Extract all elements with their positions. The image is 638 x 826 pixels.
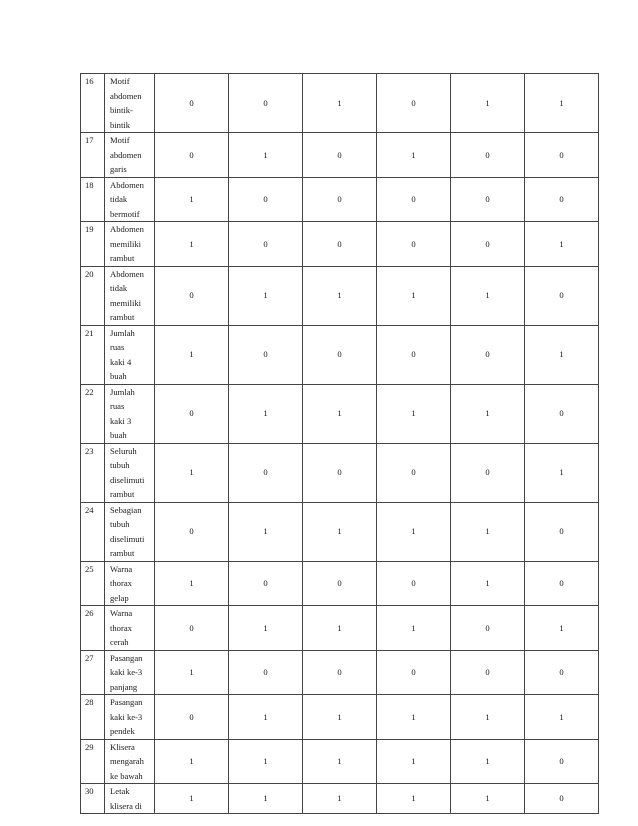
value-cell: 0 bbox=[377, 650, 451, 695]
character-label: Motif abdomen bintik- bintik bbox=[105, 74, 155, 133]
value-cell: 0 bbox=[229, 561, 303, 606]
value-cell: 1 bbox=[155, 443, 229, 502]
table-row bbox=[81, 325, 599, 384]
value-cell: 1 bbox=[451, 74, 525, 133]
value-cell: 0 bbox=[525, 384, 599, 443]
table-row bbox=[81, 266, 599, 325]
value-cell: 0 bbox=[451, 325, 525, 384]
table-row bbox=[81, 606, 599, 651]
character-label: Abdomen memiliki rambut bbox=[105, 222, 155, 267]
value-cell: 0 bbox=[451, 177, 525, 222]
value-cell: 0 bbox=[451, 133, 525, 178]
value-cell: 0 bbox=[229, 222, 303, 267]
value-cell: 1 bbox=[303, 784, 377, 814]
value-cell: 1 bbox=[303, 695, 377, 740]
value-cell: 0 bbox=[303, 133, 377, 178]
value-cell: 0 bbox=[525, 650, 599, 695]
value-cell: 0 bbox=[451, 443, 525, 502]
value-cell: 1 bbox=[451, 739, 525, 784]
value-cell: 0 bbox=[155, 266, 229, 325]
table-row bbox=[81, 739, 599, 784]
value-cell: 0 bbox=[229, 650, 303, 695]
character-label: Pasangan kaki ke-3 panjang bbox=[105, 650, 155, 695]
value-cell: 1 bbox=[229, 784, 303, 814]
character-label: Pasangan kaki ke-3 pendek bbox=[105, 695, 155, 740]
value-cell: 0 bbox=[377, 325, 451, 384]
value-cell: 0 bbox=[451, 650, 525, 695]
value-cell: 1 bbox=[229, 384, 303, 443]
value-cell: 1 bbox=[451, 266, 525, 325]
value-cell: 0 bbox=[155, 133, 229, 178]
value-cell: 1 bbox=[155, 561, 229, 606]
character-matrix-table bbox=[80, 73, 599, 814]
character-label: Klisera mengarah ke bawah bbox=[105, 739, 155, 784]
value-cell: 1 bbox=[525, 325, 599, 384]
value-cell: 1 bbox=[155, 784, 229, 814]
value-cell: 0 bbox=[525, 502, 599, 561]
table-row bbox=[81, 561, 599, 606]
value-cell: 0 bbox=[377, 222, 451, 267]
value-cell: 1 bbox=[377, 502, 451, 561]
value-cell: 1 bbox=[451, 502, 525, 561]
value-cell: 0 bbox=[451, 606, 525, 651]
value-cell: 1 bbox=[377, 133, 451, 178]
value-cell: 1 bbox=[155, 177, 229, 222]
table-row bbox=[81, 784, 599, 814]
value-cell: 1 bbox=[377, 384, 451, 443]
value-cell: 1 bbox=[377, 695, 451, 740]
row-number: 19 bbox=[81, 222, 105, 267]
character-label: Abdomen tidak bermotif bbox=[105, 177, 155, 222]
value-cell: 1 bbox=[155, 650, 229, 695]
value-cell: 1 bbox=[525, 222, 599, 267]
value-cell: 0 bbox=[525, 561, 599, 606]
value-cell: 0 bbox=[229, 177, 303, 222]
value-cell: 1 bbox=[303, 384, 377, 443]
value-cell: 1 bbox=[377, 266, 451, 325]
value-cell: 0 bbox=[229, 443, 303, 502]
value-cell: 0 bbox=[377, 74, 451, 133]
row-number: 30 bbox=[81, 784, 105, 814]
character-label: Abdomen tidak memiliki rambut bbox=[105, 266, 155, 325]
row-number: 22 bbox=[81, 384, 105, 443]
value-cell: 1 bbox=[229, 502, 303, 561]
value-cell: 1 bbox=[377, 606, 451, 651]
value-cell: 1 bbox=[451, 561, 525, 606]
value-cell: 1 bbox=[155, 222, 229, 267]
value-cell: 1 bbox=[155, 739, 229, 784]
table-row bbox=[81, 133, 599, 178]
table-row bbox=[81, 443, 599, 502]
value-cell: 0 bbox=[229, 325, 303, 384]
value-cell: 1 bbox=[229, 606, 303, 651]
value-cell: 1 bbox=[525, 74, 599, 133]
table-row bbox=[81, 222, 599, 267]
row-number: 25 bbox=[81, 561, 105, 606]
row-number: 27 bbox=[81, 650, 105, 695]
value-cell: 1 bbox=[377, 784, 451, 814]
value-cell: 0 bbox=[525, 133, 599, 178]
character-label: Sebagian tubuh diselimuti rambut bbox=[105, 502, 155, 561]
row-number: 28 bbox=[81, 695, 105, 740]
character-label: Letak klisera di bbox=[105, 784, 155, 814]
row-number: 16 bbox=[81, 74, 105, 133]
value-cell: 0 bbox=[303, 325, 377, 384]
value-cell: 0 bbox=[155, 502, 229, 561]
value-cell: 0 bbox=[303, 561, 377, 606]
value-cell: 1 bbox=[303, 739, 377, 784]
value-cell: 1 bbox=[451, 784, 525, 814]
value-cell: 0 bbox=[229, 74, 303, 133]
value-cell: 1 bbox=[229, 133, 303, 178]
value-cell: 0 bbox=[155, 384, 229, 443]
table-body bbox=[81, 74, 599, 814]
value-cell: 1 bbox=[525, 695, 599, 740]
character-label: Motif abdomen garis bbox=[105, 133, 155, 178]
table-row bbox=[81, 502, 599, 561]
value-cell: 1 bbox=[155, 325, 229, 384]
value-cell: 1 bbox=[525, 443, 599, 502]
value-cell: 1 bbox=[525, 606, 599, 651]
value-cell: 1 bbox=[229, 695, 303, 740]
table-row bbox=[81, 384, 599, 443]
value-cell: 1 bbox=[229, 266, 303, 325]
character-label: Jumlah ruas kaki 3 buah bbox=[105, 384, 155, 443]
value-cell: 0 bbox=[303, 443, 377, 502]
value-cell: 0 bbox=[525, 266, 599, 325]
value-cell: 0 bbox=[303, 650, 377, 695]
character-label: Warna thorax cerah bbox=[105, 606, 155, 651]
value-cell: 0 bbox=[303, 222, 377, 267]
value-cell: 0 bbox=[377, 561, 451, 606]
value-cell: 1 bbox=[303, 266, 377, 325]
value-cell: 1 bbox=[377, 739, 451, 784]
table-row bbox=[81, 74, 599, 133]
value-cell: 1 bbox=[451, 384, 525, 443]
value-cell: 0 bbox=[525, 177, 599, 222]
character-label: Warna thorax gelap bbox=[105, 561, 155, 606]
character-label: Seluruh tubuh diselimuti rambut bbox=[105, 443, 155, 502]
value-cell: 1 bbox=[229, 739, 303, 784]
row-number: 23 bbox=[81, 443, 105, 502]
row-number: 20 bbox=[81, 266, 105, 325]
value-cell: 0 bbox=[155, 606, 229, 651]
value-cell: 0 bbox=[377, 443, 451, 502]
value-cell: 1 bbox=[451, 695, 525, 740]
row-number: 21 bbox=[81, 325, 105, 384]
value-cell: 1 bbox=[303, 606, 377, 651]
value-cell: 1 bbox=[303, 502, 377, 561]
row-number: 24 bbox=[81, 502, 105, 561]
value-cell: 0 bbox=[303, 177, 377, 222]
value-cell: 0 bbox=[155, 74, 229, 133]
table-row bbox=[81, 650, 599, 695]
value-cell: 0 bbox=[525, 739, 599, 784]
value-cell: 0 bbox=[155, 695, 229, 740]
value-cell: 0 bbox=[525, 784, 599, 814]
table-row bbox=[81, 695, 599, 740]
value-cell: 0 bbox=[377, 177, 451, 222]
row-number: 26 bbox=[81, 606, 105, 651]
value-cell: 1 bbox=[303, 74, 377, 133]
table-row bbox=[81, 177, 599, 222]
row-number: 18 bbox=[81, 177, 105, 222]
character-label: Jumlah ruas kaki 4 buah bbox=[105, 325, 155, 384]
row-number: 17 bbox=[81, 133, 105, 178]
row-number: 29 bbox=[81, 739, 105, 784]
value-cell: 0 bbox=[451, 222, 525, 267]
